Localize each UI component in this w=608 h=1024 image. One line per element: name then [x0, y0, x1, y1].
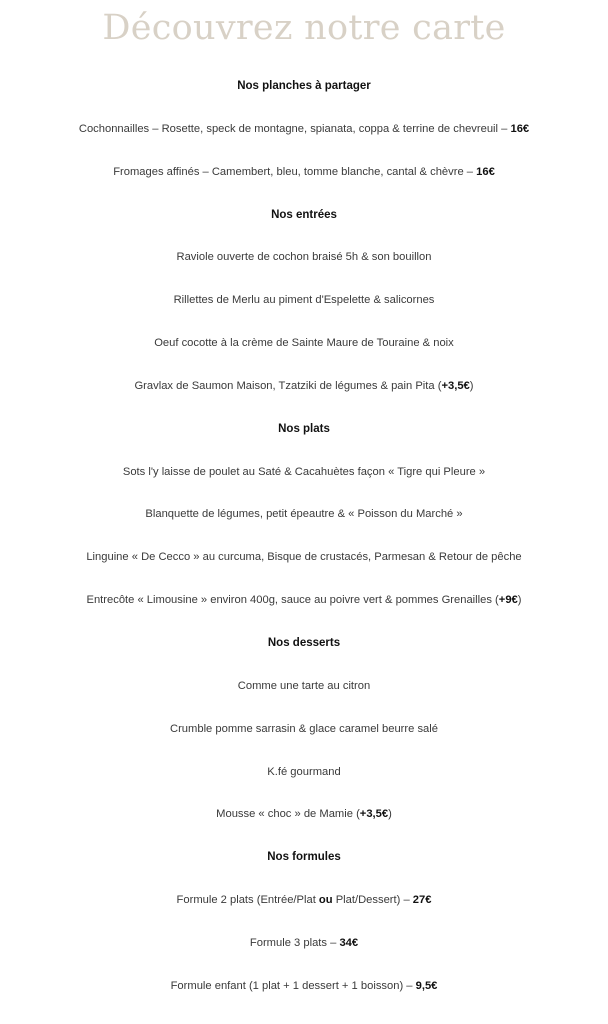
item-text: Plat/Dessert) – [332, 894, 413, 907]
item-text: Formule enfant (1 plat + 1 dessert + 1 boisson) – [170, 979, 416, 992]
item-text: Fromages affinés – Camembert, bleu, tomme blanche, cantal & chèvre – [113, 165, 477, 178]
item-text: Nos formules [267, 851, 341, 864]
section-heading [0, 408, 608, 451]
menu-item [0, 108, 608, 151]
item-text: Rillettes de Merlu au piment d'Espelette & salicornes [173, 294, 435, 307]
menu-item [0, 536, 608, 579]
menu-item [0, 579, 608, 622]
item-text: ) [388, 808, 392, 821]
section-heading [0, 194, 608, 237]
price-text: 16€ [476, 165, 495, 178]
price-text: 9,5€ [415, 979, 438, 992]
item-text: ) [469, 379, 474, 392]
menu-item [0, 879, 608, 922]
menu-item [0, 965, 608, 1008]
item-text: Sots l'y laisse de poulet au Saté & Cacahuètes façon « Tigre qui Pleure » [122, 465, 486, 478]
item-text: Linguine « De Cecco » au curcuma, Bisque de crustacés, Parmesan & Retour de pêche [86, 551, 522, 564]
menu-list [0, 65, 608, 1008]
menu-item [0, 365, 608, 408]
item-text: Nos desserts [267, 636, 341, 649]
item-text: ) [517, 594, 522, 607]
menu-item [0, 708, 608, 751]
item-text: Formule 3 plats – [249, 936, 340, 949]
item-text: Blanquette de légumes, petit épeautre & « Poisson du Marché » [145, 508, 463, 521]
price-text: +3,5€ [359, 808, 389, 821]
menu-item [0, 493, 608, 536]
item-text: Cochonnailles – Rosette, speck de montagne, spianata, coppa & terrine de chevreuil – [78, 122, 511, 135]
menu-item [0, 665, 608, 708]
menu-item [0, 922, 608, 965]
menu-item [0, 236, 608, 279]
price-text: +9€ [498, 594, 518, 607]
item-text: Entrecôte « Limousine » environ 400g, sauce au poivre vert & pommes Grenailles ( [86, 594, 499, 607]
menu-item [0, 751, 608, 794]
price-text: 34€ [339, 936, 359, 949]
section-heading [0, 65, 608, 108]
menu-item [0, 322, 608, 365]
price-text: 27€ [412, 894, 432, 907]
price-text: 16€ [510, 122, 530, 135]
item-text: Nos plats [278, 422, 330, 435]
item-text: Mousse « choc » de Mamie ( [216, 808, 360, 821]
item-text: Nos planches à partager [237, 80, 371, 92]
item-text: K.fé gourmand [267, 765, 341, 778]
item-text: Formule 2 plats (Entrée/Plat [176, 894, 319, 907]
menu-item [0, 451, 608, 494]
price-text: +3,5€ [441, 379, 470, 392]
item-text: Nos entrées [271, 208, 337, 221]
page-title: Découvrez notre carte [102, 8, 506, 48]
item-text: Raviole ouverte de cochon braisé 5h & son bouillon [176, 251, 432, 264]
item-text: Crumble pomme sarrasin & glace caramel beurre salé [170, 722, 438, 735]
item-text: Comme une tarte au citron [237, 679, 371, 692]
menu-item [0, 279, 608, 322]
section-heading [0, 622, 608, 665]
item-text: Gravlax de Saumon Maison, Tzatziki de légumes & pain Pita ( [134, 379, 442, 392]
section-heading [0, 836, 608, 879]
menu-item [0, 151, 608, 194]
price-text: ou [318, 894, 333, 907]
item-text: Oeuf cocotte à la crème de Sainte Maure de Touraine & noix [154, 337, 454, 350]
menu-item [0, 793, 608, 836]
